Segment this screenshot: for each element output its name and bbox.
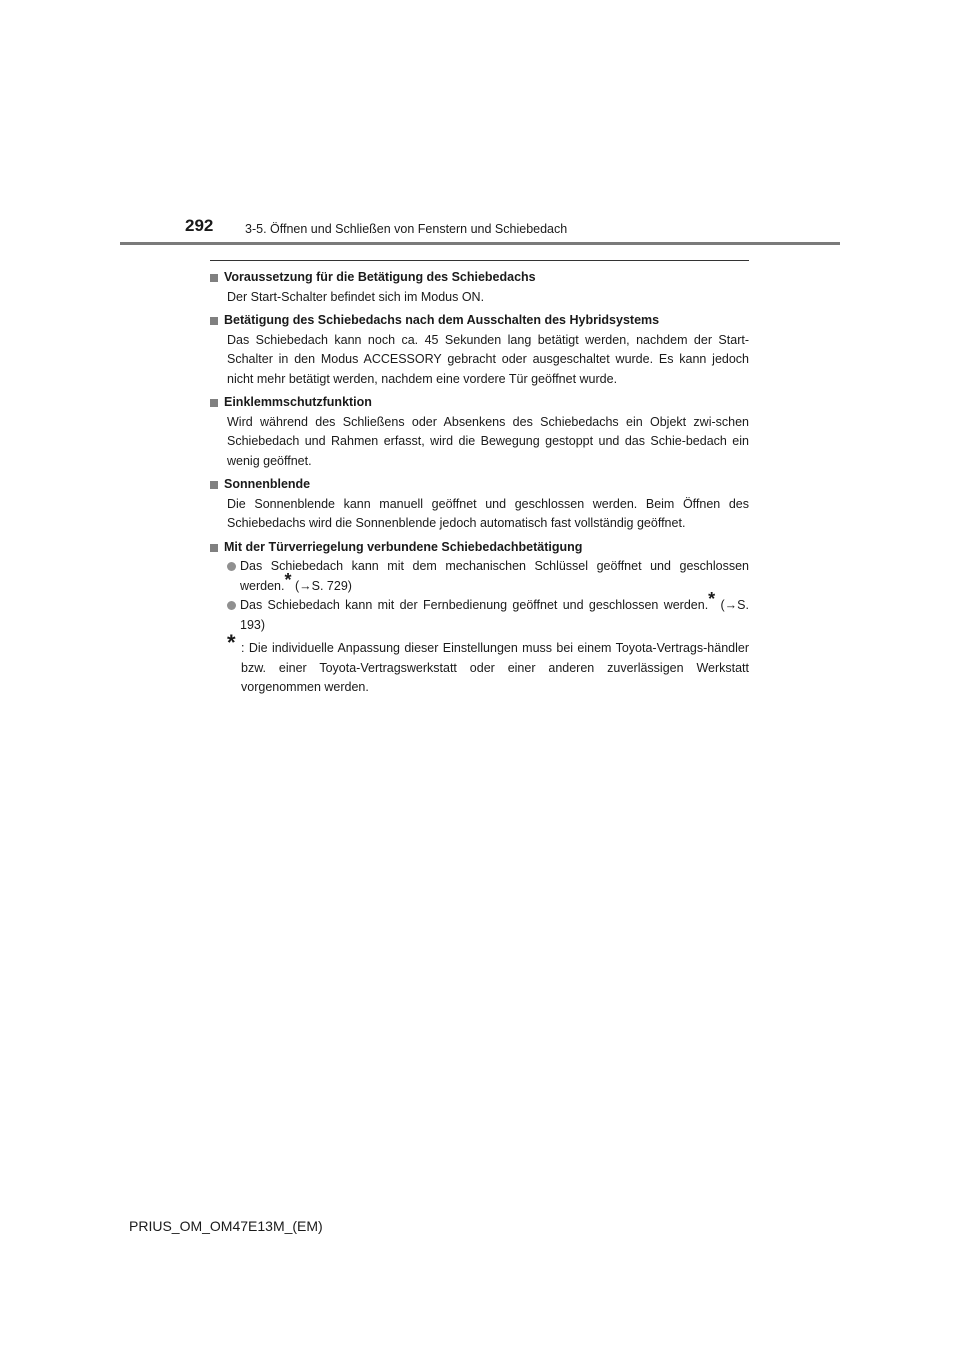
square-bullet-icon [210,317,218,325]
list-item [210,589,749,635]
page-reference-link[interactable]: (→S. 729) [291,578,352,593]
section-einklemmschutz [210,393,749,471]
list-item-text [240,557,749,596]
section-heading [210,268,749,288]
page-reference-link[interactable]: (→S. 193) [240,598,749,632]
heading-text: Einklemmschutzfunktion [224,395,372,409]
section-body: Der Start-Schalter befindet sich im Modus ON. [227,289,485,304]
section-betaetigung-nach-ausschalten [210,311,749,389]
square-bullet-icon [210,544,218,552]
footnote-star: * [284,569,292,590]
footnote-star: * [708,589,716,609]
page-number: 292 [185,216,214,235]
section-heading [210,475,749,495]
page-content [210,268,749,702]
section-body: Wird während des Schließens oder Absenkens des Schiebedachs ein Objekt zwi-schen Schiebedach und Rahmen erfasst, wird die Bewegung gestoppt und das Schie-bedach ein wenig geöffnet. [227,414,749,468]
round-bullet-icon [227,601,236,610]
heading-text: Mit der Türverriegelung verbundene Schiebedachbetätigung [224,539,583,554]
heading-text: Betätigung des Schiebedachs nach dem Ausschalten des Hybridsystems [224,313,660,327]
footnote-mark [227,630,241,698]
list-item [210,557,749,596]
section-sonnenblende [210,475,749,534]
section-heading [210,393,749,413]
square-bullet-icon [210,274,218,282]
heading-text: Sonnenblende [224,477,311,491]
square-bullet-icon [210,481,218,489]
footnote-star: * [227,630,236,655]
section-heading [210,311,749,331]
section-header-title: 3-5. Öffnen und Schließen von Fenstern und Schiebedach [245,222,568,236]
square-bullet-icon [210,399,218,407]
section-voraussetzung [210,268,749,307]
heading-text: Voraussetzung für die Betätigung des Schiebedachs [224,270,536,284]
list-item-text [240,589,749,635]
section-body: Das Schiebedach kann noch ca. 45 Sekunden lang betätigt werden, nachdem der Start-Schalter in den Modus ACCESSORY gebracht oder ausgeschaltet wurde. Es kann jedoch nicht mehr betätigt werden, nachdem eine vordere Tür geöffnet wurde. [227,332,749,386]
section-tuerverriegelung [210,538,749,698]
bullet-text-main: Das Schiebedach kann mit der Fernbedienung geöffnet und geschlossen werden. [240,598,709,612]
content-divider [210,260,749,261]
document-code: PRIUS_OM_OM47E13M_(EM) [129,1218,323,1234]
bullet-text-main: Das Schiebedach kann mit dem mechanischen Schlüssel geöffnet und geschlossen werden. [240,559,749,593]
section-heading [210,538,749,558]
footnote [210,630,749,698]
round-bullet-icon [227,562,236,571]
section-body: Die Sonnenblende kann manuell geöffnet und geschlossen werden. Beim Öffnen des Schiebedachs wird die Sonnenblende jedoch automatisch fast vollständig geöffnet. [227,496,749,530]
footnote-text: : Die individuelle Anpassung dieser Einstellungen muss bei einem Toyota-Vertrags-händler bzw. einer Toyota-Vertragswerkstatt oder einer anderen zuverlässigen Werkstatt vorgenommen werden. [241,641,749,694]
header-divider [120,242,840,245]
